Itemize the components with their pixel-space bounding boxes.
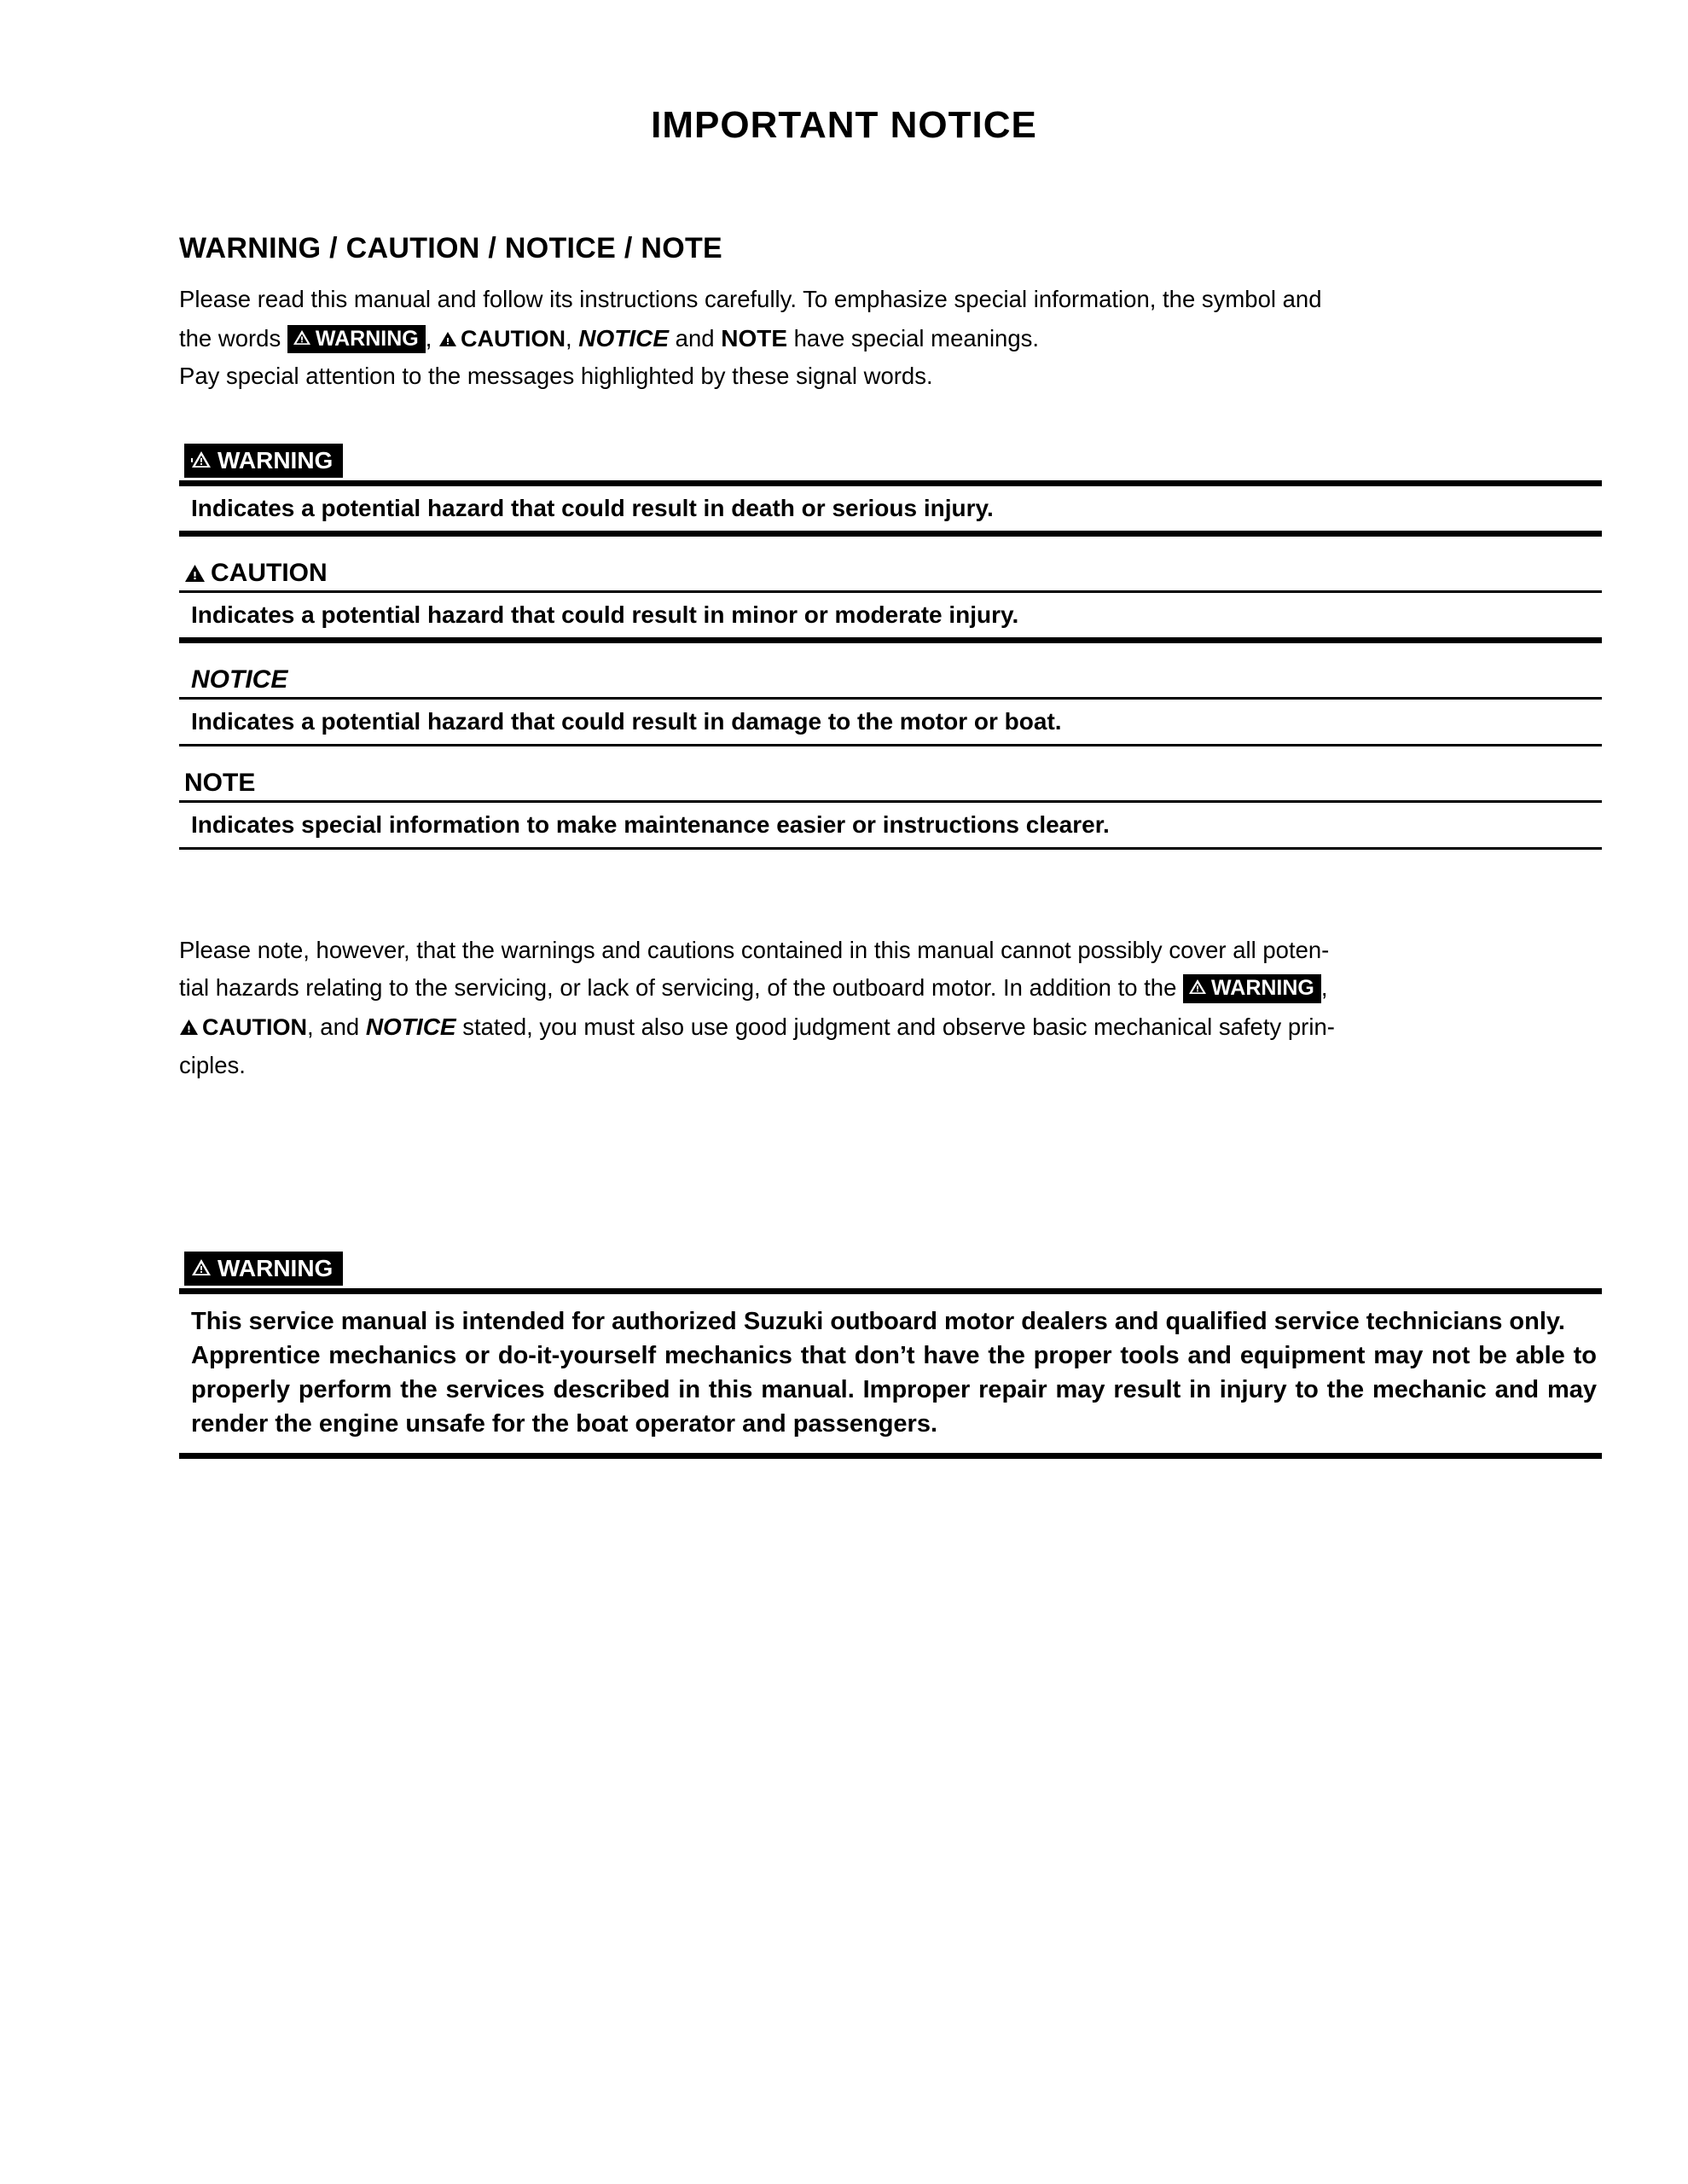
secondary-paragraph-line-4: ciples.	[179, 1051, 246, 1078]
definition-caution-text: Indicates a potential hazard that could result in minor or moderate injury.	[191, 601, 1019, 628]
secondary-paragraph-line-3	[179, 1008, 1602, 1047]
definition-caution	[179, 559, 1602, 643]
intro-line-3: Pay special attention to the messages highlighted by these signal words.	[179, 363, 933, 390]
definition-warning-text: Indicates a potential hazard that could result in death or serious injury.	[191, 494, 994, 521]
warning-badge-label: WARNING	[218, 446, 334, 473]
warning-badge	[184, 444, 343, 478]
secondary-paragraph-line2-text: tial hazards relating to the servicing, or lack of servicing, of the outboard motor. In addition to the	[179, 974, 1184, 1002]
inline-notice-tag: NOTICE	[365, 1013, 456, 1040]
intro-paragraph	[179, 281, 1602, 396]
inline-warning-tag	[287, 325, 426, 354]
definition-warning	[179, 444, 1602, 537]
definition-note-label-row	[179, 769, 1602, 798]
inline-notice-tag: NOTICE	[578, 324, 670, 351]
secondary-paragraph	[179, 932, 1602, 1084]
inline-warning-label: WARNING	[1211, 976, 1314, 1001]
warning-badge	[184, 1252, 343, 1286]
warning-badge-label: WARNING	[218, 1255, 334, 1282]
definition-note-text: Indicates special information to make maintenance easier or instructions clearer.	[191, 810, 1110, 838]
divider	[179, 1288, 1602, 1294]
section-heading: WARNING / CAUTION / NOTICE / NOTE	[179, 232, 723, 264]
intro-comma-2: ,	[565, 324, 572, 351]
inline-caution-tag	[438, 326, 566, 351]
definition-notice-label-row	[179, 665, 1602, 694]
inline-warning-label: WARNING	[315, 326, 419, 351]
warning-triangle-icon	[184, 564, 206, 583]
divider	[179, 480, 1602, 486]
final-warning-label-row	[179, 1252, 1602, 1286]
warning-triangle-icon	[191, 450, 212, 468]
inline-warning-tag	[1183, 974, 1321, 1003]
inline-note-tag: NOTE	[721, 324, 787, 351]
definitions-list	[179, 444, 1602, 850]
final-warning-paragraph-2: Apprentice mechanics or do-it-yourself mechanics that don’t have the proper tools and equipment may not be able to properly perform the services described in this manual. Improper repair may result in injury to the mechanic and may render the engine unsafe for the boat operator and passengers.	[191, 1342, 1597, 1438]
divider	[179, 744, 1602, 746]
warning-triangle-icon	[191, 1258, 212, 1276]
notice-badge: NOTICE	[191, 665, 288, 694]
secondary-paragraph-line-1: Please note, however, that the warnings and cautions contained in this manual cannot possibly cover all poten-	[179, 936, 1330, 963]
intro-line-1: Please read this manual and follow its instructions carefully. To emphasize special information, the symbol and	[179, 286, 1322, 312]
definition-warning-label-row	[179, 444, 1602, 478]
definition-note	[179, 769, 1602, 850]
warning-triangle-icon	[1188, 979, 1207, 995]
intro-line2-tail: have special meanings.	[787, 324, 1040, 351]
divider	[179, 637, 1602, 643]
warning-triangle-icon	[293, 329, 311, 346]
secondary-paragraph-line3-tail: stated, you must also use good judgment and observe basic mechanical safety prin-	[455, 1013, 1335, 1040]
final-warning-paragraph-1: This service manual is intended for authorized Suzuki outboard motor dealers and qualified service technicians only.	[191, 1308, 1565, 1336]
definition-caution-label-row	[179, 559, 1602, 588]
page-content	[179, 232, 1602, 1459]
warning-triangle-icon	[438, 331, 457, 347]
divider	[179, 531, 1602, 537]
final-warning-block	[179, 1252, 1602, 1459]
intro-comma-1: ,	[425, 324, 432, 351]
caution-badge-label: CAUTION	[211, 558, 328, 587]
secondary-comma: ,	[1320, 974, 1328, 1002]
definition-notice-text: Indicates a potential hazard that could result in damage to the motor or boat.	[191, 707, 1062, 735]
intro-line-2	[179, 319, 1602, 358]
inline-caution-tag	[179, 1014, 307, 1040]
caution-badge	[184, 559, 328, 587]
divider	[179, 847, 1602, 850]
final-warning-text	[179, 1294, 1602, 1453]
divider	[179, 1453, 1602, 1459]
inline-caution-label: CAUTION	[202, 1014, 307, 1040]
intro-line2-text: the words	[179, 324, 287, 351]
note-badge: NOTE	[184, 768, 256, 797]
secondary-paragraph-line-2	[179, 969, 1602, 1008]
page-title: IMPORTANT NOTICE	[651, 104, 1037, 146]
definition-notice	[179, 665, 1602, 746]
secondary-and: , and	[307, 1013, 366, 1040]
warning-triangle-icon	[179, 1019, 199, 1036]
intro-and-1: and	[669, 324, 722, 351]
inline-caution-label: CAUTION	[460, 325, 566, 351]
